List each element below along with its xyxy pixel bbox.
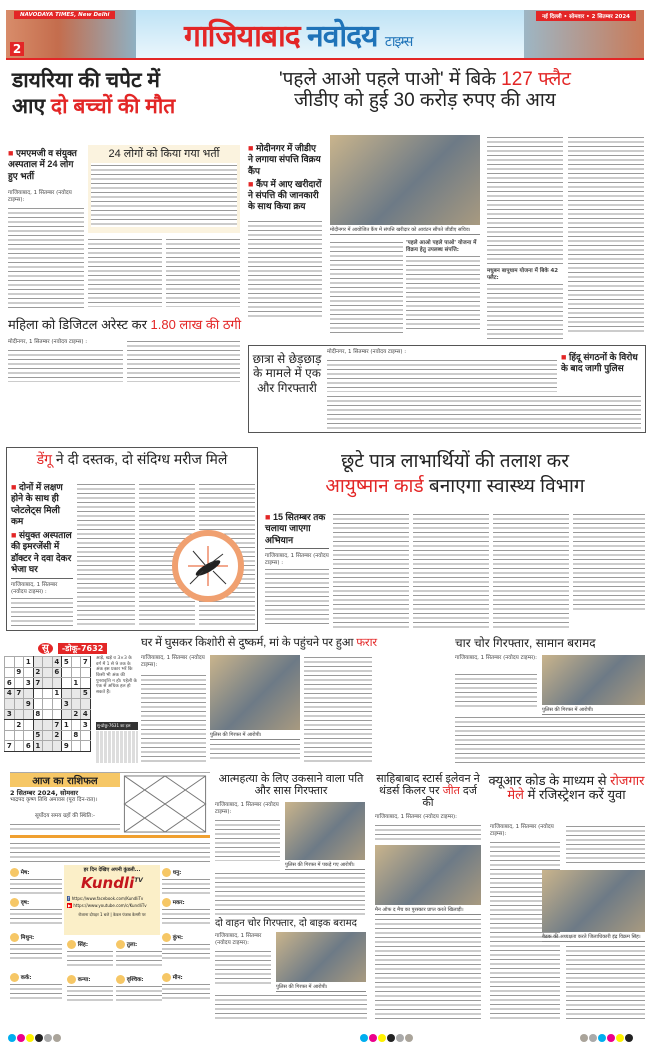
article-text — [375, 917, 481, 1022]
sudoku-cell[interactable] — [5, 720, 15, 731]
bike-photo — [276, 932, 366, 982]
zodiac-icon — [67, 940, 76, 949]
bike-headline: दो वाहन चोर गिरफ्तार, दो बाइक बरामद — [215, 918, 357, 929]
sudoku-answer-grid — [96, 731, 138, 763]
rashi-text — [162, 877, 210, 895]
color-registration-marks — [360, 1027, 414, 1046]
gda-headline — [205, 70, 645, 112]
headline-part: आए — [12, 95, 46, 119]
sudoku-cell[interactable]: 1 — [33, 741, 43, 752]
ad-brand: Kundli — [81, 874, 135, 892]
rashi-name: वृष: — [20, 900, 30, 906]
thieves-photo — [542, 655, 645, 705]
sudoku-cell[interactable]: 9 — [14, 667, 24, 678]
sudoku-cell[interactable] — [81, 730, 91, 741]
sudoku-instructions: आड़े, खड़े व 3×3 के वर्ग में 1 से 9 तक के अंक इस प्रकार भरें कि किसी भी अंक की पुनरावृत्ति न हो। पहेली के एक से अधिक हल हो सकते हैं। — [96, 656, 137, 695]
rashi-item — [162, 973, 210, 1000]
sudoku-cell[interactable] — [14, 730, 24, 741]
diarrhea-box — [88, 145, 240, 233]
thieves-headline: चार चोर गिरफ्तार, सामान बरामद — [455, 636, 596, 650]
gda-col — [406, 240, 480, 330]
sudoku-cell[interactable]: 8 — [33, 709, 43, 720]
headline-part: दो बच्चों की मौत — [50, 95, 176, 119]
rashi-name: तुला: — [126, 942, 138, 948]
sudoku-cell[interactable]: 3 — [62, 699, 72, 710]
zodiac-icon — [116, 940, 125, 949]
sudoku-title — [38, 636, 107, 655]
molest-headline: छात्रा से छेड़छाड़ के मामले में एक और गिरफ्तारी — [252, 352, 322, 395]
rashi-text — [10, 907, 62, 925]
rashi-text — [116, 949, 162, 967]
article-text — [333, 512, 409, 628]
cricket-headline — [372, 773, 484, 809]
dateline: गाजियाबाद, 1 सितम्बर (नवोदय टाइम्स): — [215, 802, 279, 816]
dateline: गाजियाबाद, 1 सितम्बर (नवोदय टाइम्स): — [490, 824, 554, 838]
sudoku-cell[interactable]: 2 — [52, 730, 62, 741]
sudoku-row — [5, 730, 91, 741]
article-text — [566, 824, 645, 866]
sudoku-cell[interactable] — [62, 730, 72, 741]
photo-caption: मैन ऑफ द मैच का पुरस्कार प्राप्त करते खिलाड़ी। — [375, 906, 481, 915]
rashi-text — [10, 942, 62, 960]
rashifal-section — [10, 772, 210, 1024]
sudoku-cell[interactable]: 7 — [5, 741, 15, 752]
headline-part: 'पहले आओ पहले पाओ' में बिके — [278, 69, 496, 90]
headline-part: महिला को डिजिटल अरेस्ट कर — [8, 317, 147, 332]
sudoku-cell[interactable] — [62, 709, 72, 720]
rashi-name: कर्क: — [20, 975, 32, 981]
diarrhea-bullet: ■ एमएमजी व संयुक्त अस्पताल में 24 लोग हुए भर्ती — [8, 148, 84, 182]
mosquito-icon — [178, 536, 238, 596]
headline-part: ने दी दस्तक, दो संदिग्ध मरीज मिले — [55, 451, 228, 467]
masthead-title — [184, 20, 412, 53]
article-text — [375, 823, 481, 843]
headline-part: 1.80 लाख की ठगी — [150, 317, 242, 332]
color-registration-marks — [8, 1027, 62, 1046]
article-text — [487, 135, 563, 265]
sudoku-cell[interactable] — [5, 657, 15, 668]
sudoku-cell[interactable] — [33, 657, 43, 668]
article-text — [77, 482, 135, 627]
sudoku-cell[interactable]: 6 — [5, 678, 15, 689]
sudoku-cell[interactable] — [43, 688, 53, 699]
sudoku-cell[interactable]: 1 — [62, 720, 72, 731]
sudoku-cell[interactable] — [33, 699, 43, 710]
zodiac-icon — [162, 898, 171, 907]
zodiac-icon — [67, 975, 76, 984]
sudoku-cell[interactable] — [62, 688, 72, 699]
sudoku-cell[interactable]: 7 — [81, 657, 91, 668]
youtube-icon: ▶ — [68, 903, 72, 908]
sudoku-cell[interactable] — [5, 667, 15, 678]
headline-part: साहिबाबाद स्टार्स इलेवन ने थंडर्स किलर पर — [376, 773, 480, 798]
headline-part: आयुष्मान कार्ड — [325, 475, 424, 497]
sudoku-cell[interactable]: 1 — [24, 657, 34, 668]
sudoku-cell[interactable] — [43, 699, 53, 710]
zodiac-icon — [162, 933, 171, 942]
sudoku-cell[interactable] — [81, 678, 91, 689]
rashi-item — [162, 898, 210, 925]
sudoku-cell[interactable] — [24, 720, 34, 731]
article-text — [566, 944, 645, 1020]
rashi-name: सिंह: — [77, 942, 89, 948]
graha-positions — [10, 822, 120, 833]
sudoku-cell[interactable]: 1 — [71, 678, 81, 689]
dateline: गाजियाबाद, 1 सितम्बर (नवोदय टाइम्स): — [375, 814, 458, 820]
rashi-name: मेष: — [20, 870, 30, 876]
sudoku-cell[interactable]: 2 — [71, 709, 81, 720]
article-text — [413, 512, 489, 628]
sudoku-cell[interactable] — [71, 720, 81, 731]
photo-caption: मोदीनगर में आयोजित कैंप में संपत्ति खरीदार को आवंटन सौंपते जीडीए सचिव। — [330, 226, 480, 235]
color-registration-marks — [580, 1027, 634, 1046]
headline-part: फरार — [356, 637, 377, 649]
rashi-name: धनु: — [172, 870, 182, 876]
sudoku-row — [5, 741, 91, 752]
page-number: 2 — [10, 42, 24, 56]
dateline: गाजियाबाद, 1 सितम्बर (नवोदय टाइम्स): — [215, 933, 262, 947]
sudoku-cell[interactable]: 7 — [33, 678, 43, 689]
rashi-name: वृश्चिक: — [126, 977, 144, 983]
article-text — [127, 339, 240, 382]
article-text — [88, 237, 162, 307]
sudoku-cell[interactable] — [71, 667, 81, 678]
article-text — [568, 135, 644, 335]
headline-part: में रजिस्ट्रेशन करें युवा — [527, 787, 626, 803]
sudoku-cell[interactable]: 1 — [52, 688, 62, 699]
headline-part: घर में घुसकर किशोरी से दुष्कर्म, मां के पहुंचने पर हुआ — [141, 637, 354, 649]
sudoku-number: -डोकू-7632 — [58, 643, 107, 654]
headline-part: बनाएगा स्वास्थ्य विभाग — [428, 475, 585, 497]
rashi-text — [162, 982, 210, 1000]
rashi-item — [10, 898, 62, 925]
article-text — [166, 237, 240, 307]
ad-tagline: हर दिन देखिए अपनी कुंडली... — [83, 867, 141, 873]
bullet: ■ दोनों में लक्षण होने के साथ ही प्लेटलेट्स मिली कम — [11, 482, 73, 527]
rashi-item — [162, 868, 210, 895]
youtube-link[interactable]: https://www.youtube.com/c/KundliTv — [73, 903, 147, 908]
facebook-link[interactable]: https://www.facebook.com/KundliTv — [71, 896, 144, 901]
article-text — [248, 219, 322, 319]
dateline: गाजियाबाद, 1 सितम्बर (नवोदय टाइम्स): — [455, 655, 538, 661]
rashi-text — [162, 942, 210, 960]
rashi-item — [162, 933, 210, 960]
article-text — [265, 567, 329, 627]
sudoku-cell[interactable] — [52, 709, 62, 720]
sudoku-cell[interactable] — [71, 699, 81, 710]
sudoku-cell[interactable] — [43, 720, 53, 731]
photo-caption: पुलिस की गिरफ्त में आरोपी। — [210, 731, 300, 740]
bullet: ■ कैंप में आए खरीदारों ने संपत्ति की जानकारी के साथ किया क्रय — [248, 179, 322, 213]
rashi-text — [67, 949, 113, 967]
headline-part: दर्ज की — [422, 785, 477, 810]
article-text — [215, 818, 280, 861]
sudoku-cell[interactable]: 7 — [14, 688, 24, 699]
sudoku-cell[interactable]: 4 — [5, 688, 15, 699]
article-text — [215, 949, 271, 987]
kundli-tv-ad — [64, 865, 160, 935]
sudoku-cell[interactable]: 7 — [52, 720, 62, 731]
rashifal-date: 2 सितम्बर 2024, सोमवार — [10, 789, 79, 797]
sudoku-row — [5, 720, 91, 731]
rashi-name: मकर: — [172, 900, 185, 906]
dateline: गाजियाबाद, 1 सितम्बर (नवोदय टाइम्स): — [141, 655, 205, 669]
gda-photo — [330, 135, 480, 225]
sudoku-row — [5, 678, 91, 689]
sudoku-cell[interactable]: 9 — [62, 741, 72, 752]
subhead: मधुबन बापूधाम योजना में बिके 42 फ्लैट: — [487, 268, 559, 282]
sudoku-cell[interactable] — [43, 678, 53, 689]
headline-part: डेंगू — [36, 451, 53, 467]
sudoku-cell[interactable]: 3 — [81, 720, 91, 731]
article-text — [210, 742, 300, 762]
sudoku-cell[interactable] — [33, 688, 43, 699]
article-text — [573, 512, 645, 612]
article-text — [141, 673, 206, 762]
sudoku-cell[interactable] — [81, 699, 91, 710]
box-text — [91, 163, 237, 227]
article-text — [304, 655, 372, 762]
rashi-item — [10, 868, 62, 895]
photo-caption: पुलिस की गिरफ्त में आरोपी। — [542, 706, 645, 715]
article-text — [455, 715, 645, 763]
zodiac-icon — [10, 973, 19, 982]
dateline: गाजियाबाद, 1 सितम्बर (नवोदय टाइम्स) : — [265, 552, 329, 566]
kundli-chart-icon — [122, 775, 208, 833]
rashifal-grah: सूर्योदय समय ग्रहों की स्थिति:- — [34, 813, 96, 819]
gda-bullets — [248, 143, 322, 319]
box-title: 24 लोगों को किया गया भर्ती — [108, 148, 220, 160]
sudoku-cell[interactable]: 9 — [24, 699, 34, 710]
rashi-text — [10, 982, 62, 1000]
edition-label: NAVODAYA TIMES, New Delhi — [14, 11, 115, 19]
sudoku-cell[interactable] — [14, 657, 24, 668]
zodiac-icon — [162, 973, 171, 982]
dateline: मोदीनगर, 1 सितम्बर (नवोदय टाइम्स) : — [8, 339, 88, 345]
sudoku-cell[interactable]: 6 — [52, 667, 62, 678]
photo-caption: पुलिस की गिरफ्त में पकड़े गए आरोपी। — [285, 861, 365, 870]
gda-col — [487, 268, 563, 340]
sudoku-cell[interactable]: 4 — [81, 709, 91, 720]
sudoku-row — [5, 688, 91, 699]
sudoku-cell[interactable]: 5 — [81, 688, 91, 699]
qr-photo — [542, 870, 645, 932]
dateline: गाजियाबाद, 1 सितम्बर (नवोदय टाइम्स): — [8, 190, 72, 204]
article-text — [406, 254, 480, 330]
sudoku-logo: सु — [38, 643, 53, 654]
zodiac-icon — [10, 933, 19, 942]
sudoku-cell[interactable] — [71, 688, 81, 699]
headline-line: जीडीए को हुई 30 करोड़ रुपए की आय — [294, 89, 556, 111]
qr-headline — [488, 774, 645, 803]
ad-timing: रोजाना दोपहर 1 बजे | केवल पंजाब केसरी पर — [78, 912, 146, 917]
panchang-text — [10, 841, 210, 863]
facebook-icon: f — [68, 896, 70, 901]
ayushman-headline — [265, 450, 645, 499]
rape-photo — [210, 655, 300, 730]
rashi-name: कुंभ: — [172, 935, 184, 941]
rashi-name: कन्या: — [77, 977, 91, 983]
sudoku-row — [5, 657, 91, 668]
rashifal-title: आज का राशिफल — [10, 773, 120, 787]
dengue-col — [11, 482, 73, 626]
rashi-item — [10, 973, 62, 1000]
sudoku-row — [5, 699, 91, 710]
rashi-text — [162, 907, 210, 925]
article-text — [215, 993, 367, 1022]
bullet: ■ 15 सितम्बर तक चलाया जाएगा अभियान — [265, 512, 329, 549]
zodiac-icon — [10, 868, 19, 877]
sudoku-cell[interactable] — [14, 741, 24, 752]
sudoku-cell[interactable] — [81, 741, 91, 752]
sudoku-cell[interactable]: 6 — [24, 741, 34, 752]
title-red: गाजियाबाद — [184, 20, 300, 53]
sudoku-cell[interactable]: 2 — [33, 667, 43, 678]
headline-part: रोजगार — [610, 773, 645, 788]
sudoku-cell[interactable]: 3 — [5, 709, 15, 720]
sudoku-cell[interactable] — [5, 730, 15, 741]
rashi-item — [67, 940, 113, 967]
rashi-text — [10, 877, 62, 895]
sudoku-cell[interactable] — [24, 709, 34, 720]
sudoku-cell[interactable]: 4 — [52, 657, 62, 668]
headline-part: जीत — [442, 785, 460, 798]
diarrhea-headline — [12, 68, 204, 121]
rashifal-tithi: भाद्रपद कृष्ण तिथि अमावस (पूरा दिन-रात)। — [10, 797, 98, 803]
sudoku-row — [5, 709, 91, 720]
headline-line: छूटे पात्र लाभार्थियों की तलाश कर — [340, 451, 569, 472]
dateline: मोदीनगर, 1 सितम्बर (नवोदय टाइम्स) : — [327, 349, 407, 355]
headline-part: क्यूआर कोड के माध्यम से — [488, 773, 607, 788]
sudoku-cell[interactable] — [43, 741, 53, 752]
sudoku-cell[interactable] — [24, 667, 34, 678]
ayushman-col — [265, 512, 329, 627]
sudoku-cell[interactable] — [52, 678, 62, 689]
suicide-photo — [285, 802, 365, 860]
bullet: ■ हिंदू संगठनों के विरोध के बाद जागी पुलिस — [561, 352, 641, 375]
sudoku-cell[interactable] — [52, 699, 62, 710]
sudoku-cell[interactable] — [24, 688, 34, 699]
title-blue: नवोदय — [307, 20, 378, 53]
photo-caption: बैठक की अध्यक्षता करते जिलाधिकारी इंद्र विक्रम सिंह। — [542, 933, 645, 942]
molest-box — [248, 345, 646, 433]
sudoku-cell[interactable] — [24, 730, 34, 741]
masthead — [6, 10, 644, 60]
sudoku-cell[interactable] — [71, 657, 81, 668]
ad-brand-tv: TV — [134, 877, 143, 884]
rashi-text — [116, 984, 162, 1002]
fraud-headline — [8, 318, 244, 332]
sudoku-cell[interactable] — [71, 741, 81, 752]
sudoku-cell[interactable] — [14, 678, 24, 689]
dengue-headline — [7, 452, 257, 467]
sudoku-cell[interactable]: 8 — [71, 730, 81, 741]
sudoku-row — [5, 667, 91, 678]
sudoku-cell[interactable] — [43, 709, 53, 720]
article-text — [487, 282, 563, 340]
sudoku-cell[interactable] — [43, 730, 53, 741]
date-label: नई दिल्ली • सोमवार • 2 सितम्बर 2024 — [536, 11, 636, 21]
cricket-photo — [375, 845, 481, 905]
rashi-name: मीन: — [172, 975, 183, 981]
article-text — [330, 240, 403, 336]
sudoku-cell[interactable] — [14, 709, 24, 720]
sudoku-cell[interactable]: 5 — [33, 730, 43, 741]
rashi-item — [67, 975, 113, 1002]
article-text — [493, 512, 569, 628]
rashi-text — [67, 984, 113, 1002]
zodiac-icon — [162, 868, 171, 877]
photo-caption: पुलिस की गिरफ्त में आरोपी। — [276, 983, 366, 992]
article-text — [215, 871, 365, 915]
sudoku-cell[interactable]: 5 — [62, 657, 72, 668]
title-small: टाइम्स — [384, 33, 413, 49]
headline-part: मेले — [507, 787, 524, 803]
headline-part: 127 फ्लैट — [501, 69, 572, 90]
article-text — [8, 348, 123, 382]
rashi-item — [116, 940, 162, 967]
sudoku-cell[interactable] — [14, 699, 24, 710]
headline-line: डायरिया की चपेट में — [12, 69, 160, 92]
sudoku-cell[interactable]: 3 — [24, 678, 34, 689]
article-text — [8, 206, 84, 308]
sudoku-cell[interactable] — [5, 699, 15, 710]
suicide-headline: आत्महत्या के लिए उकसाने वाला पति और सास गिरफ्तार — [218, 773, 364, 798]
rashi-item — [116, 975, 162, 1002]
dengue-box — [6, 447, 258, 631]
sudoku-answer-title: सु-डोकू-7631 का हल — [96, 722, 138, 730]
sudoku-grid — [4, 656, 91, 752]
sudoku-cell[interactable] — [43, 657, 53, 668]
zodiac-icon — [10, 898, 19, 907]
article-text — [11, 596, 73, 626]
sudoku-cell[interactable]: 2 — [14, 720, 24, 731]
sudoku-cell[interactable] — [43, 667, 53, 678]
article-text — [327, 394, 641, 430]
bullet: ■ संयुक्त अस्पताल की इमरजेंसी में डॉक्टर ने दवा देकर भेजा घर — [11, 530, 73, 579]
sudoku-cell[interactable] — [52, 741, 62, 752]
sudoku-cell[interactable] — [81, 667, 91, 678]
divider — [10, 835, 210, 838]
mosquito-illustration — [172, 530, 244, 602]
rashi-item — [10, 933, 62, 960]
zodiac-icon — [116, 975, 125, 984]
article-text — [327, 358, 557, 392]
sudoku-cell[interactable] — [33, 720, 43, 731]
sudoku-cell[interactable] — [62, 667, 72, 678]
sudoku-cell[interactable] — [62, 678, 72, 689]
subhead: 'पहले आओ पहले पाओ' योजना में विक्रय हेतु उपलब्ध संपत्ति: — [406, 240, 477, 254]
article-text — [455, 672, 537, 710]
bullet: ■ मोदीनगर में जीडीए ने लगाया संपत्ति विक्रय कैंप — [248, 143, 322, 177]
rashi-name: मिथुन: — [20, 935, 35, 941]
dateline: गाजियाबाद, 1 सितम्बर (नवोदय टाइम्स) : — [11, 582, 58, 596]
rape-headline — [141, 637, 446, 650]
